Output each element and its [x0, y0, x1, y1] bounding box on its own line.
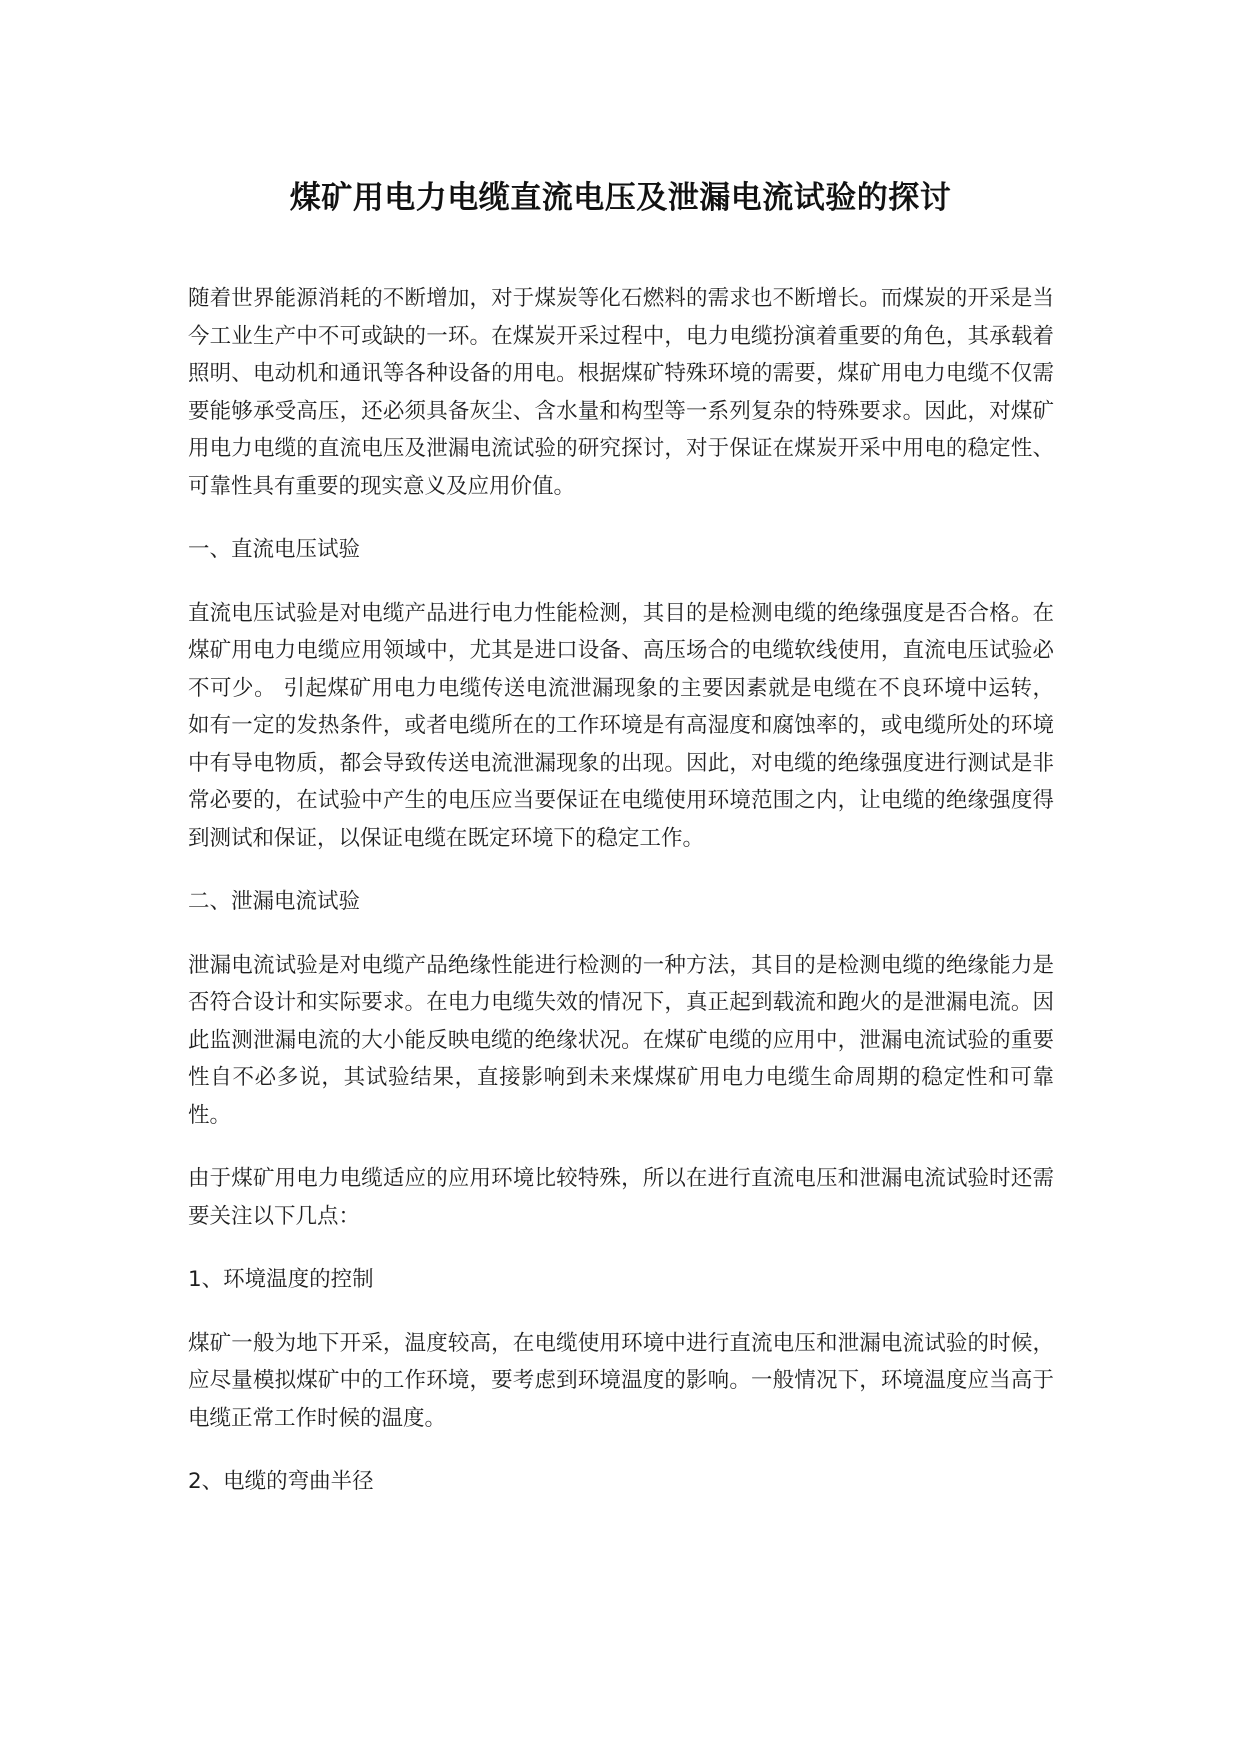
document-title: 煤矿用电力电缆直流电压及泄漏电流试验的探讨: [289, 180, 952, 216]
section-body-leakage-current: 泄漏电流试验是对电缆产品绝缘性能进行检测的一种方法，其目的是检测电缆的绝缘能力是否符合设计和实际要求。在电力电缆失效的情况下，真正起到载流和跑火的是泄漏电流。因此监测泄漏电流的大小能反映电缆的绝缘状况。在煤矿电缆的应用中，泄漏电流试验的重要性自不必多说，其试验结果，直接影响到未来煤煤矿用电力电缆生命周期的稳定性和可靠性。: [188, 952, 1054, 1128]
document-body: [188, 280, 1054, 1501]
point-body-temperature: 煤矿一般为地下开采，温度较高，在电缆使用环境中进行直流电压和泄漏电流试验的时候，应尽量模拟煤矿中的工作环境，要考虑到环境温度的影响。一般情况下，环境温度应当高于电缆正常工作时候的温度。: [188, 1330, 1054, 1431]
section-heading-leakage-current: 二、泄漏电流试验: [188, 889, 361, 914]
section-heading-dc-voltage: 一、直流电压试验: [188, 537, 361, 562]
point-heading-bending-radius: 2、电缆的弯曲半径: [188, 1469, 374, 1494]
section-body-dc-voltage: 直流电压试验是对电缆产品进行电力性能检测，其目的是检测电缆的绝缘强度是否合格。在煤矿用电力电缆应用领域中，尤其是进口设备、高压场合的电缆软线使用，直流电压试验必不可少。 引起煤矿用电力电缆传送电流泄漏现象的主要因素就是电缆在不良环境中运转，如有一定的发热条件，或者电缆所在的工作环境是有高湿度和腐蚀率的，或电缆所处的环境中有导电物质，都会导致传送电流泄漏现象的出现。因此，对电缆的绝缘强度进行测试是非常必要的，在试验中产生的电压应当要保证在电缆使用环境范围之内，让电缆的绝缘强度得到测试和保证，以保证电缆在既定环境下的稳定工作。: [188, 600, 1054, 851]
point-heading-temperature: 1、环境温度的控制: [188, 1267, 374, 1292]
intro-paragraph: 随着世界能源消耗的不断增加，对于煤炭等化石燃料的需求也不断增长。而煤炭的开采是当今工业生产中不可或缺的一环。在煤炭开采过程中，电力电缆扮演着重要的角色，其承载着照明、电动机和通讯等各种设备的用电。根据煤矿特殊环境的需要，煤矿用电力电缆不仅需要能够承受高压，还必须具备灰尘、含水量和构型等一系列复杂的特殊要求。因此，对煤矿用电力电缆的直流电压及泄漏电流试验的研究探讨，对于保证在煤炭开采中用电的稳定性、可靠性具有重要的现实意义及应用价值。: [188, 286, 1054, 499]
points-intro-paragraph: 由于煤矿用电力电缆适应的应用环境比较特殊，所以在进行直流电压和泄漏电流试验时还需要关注以下几点：: [188, 1166, 1054, 1229]
